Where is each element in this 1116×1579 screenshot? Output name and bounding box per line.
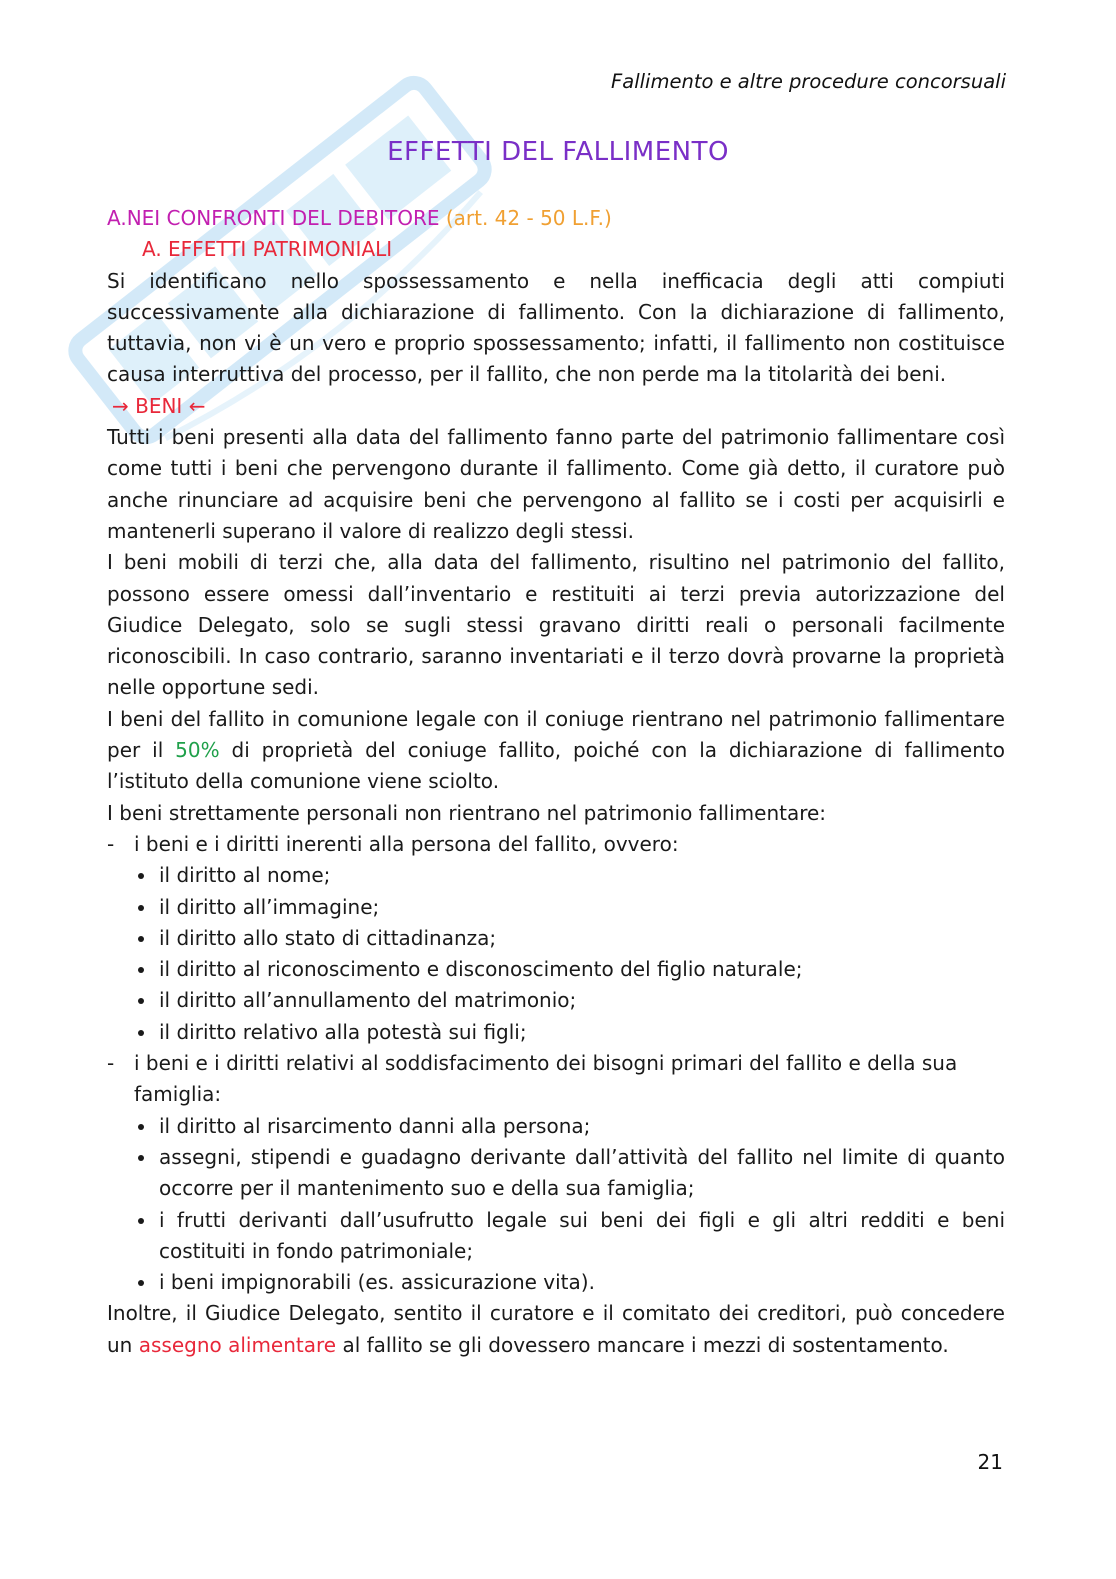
list-item: il diritto all’annullamento del matrimonio; [134,985,1005,1016]
subsection-heading: A. EFFETTI PATRIMONIALI [142,237,393,262]
comunione-text-b: di proprietà del coniuge fallito, poiché con la dichiarazione di fallimento l’istituto della comunione viene sciolto. [107,738,1005,794]
comunione-text-a: I beni del fallito in comunione legale con il coniuge rientrano nel patrimonio fallimentare per il [107,706,1005,763]
list-item: il diritto al risarcimento danni alla persona; [134,1111,1005,1142]
dash-item-bisogni [107,1048,1005,1298]
article-reference: (art. 42 - 50 L.F.) [445,206,612,230]
dash-list [107,829,1005,1298]
list-item: il diritto al nome; [134,860,1005,891]
list-item: i frutti derivanti dall’usufrutto legale sui beni dei figli e gli altri redditi e beni costituiti in fondo patrimoniale; [134,1205,1005,1268]
section-heading: A.NEI CONFRONTI DEL DEBITORE [107,206,440,230]
list-item: il diritto allo stato di cittadinanza; [134,923,1005,954]
list-item: i beni impignorabili (es. assicurazione vita). [134,1267,1005,1298]
conclusion-text-b: al fallito se gli dovessero mancare i mezzi di sostentamento. [336,1332,949,1357]
percentage-highlight: 50% [175,738,220,763]
bullet-list-persona [134,860,1005,1048]
beni-heading: → BENI ← [112,393,206,418]
dash-item-persona [107,829,1005,1048]
beni-paragraph-2: I beni mobili di terzi che, alla data del fallimento, risultino nel patrimonio del fallito, possono essere omessi dall’inventario e restituiti ai terzi previa autorizzazione del Giudice Delegato, solo se sugli stessi gravano diritti reali o personali facilmente riconoscibili. In caso contrario, saranno inventariati e il terzo dovrà provarne la proprietà nelle opportune sedi. [107,550,1005,700]
section-heading-line [107,203,1005,234]
list-item: assegni, stipendi e guadagno derivante dall’attività del fallito nel limite di quanto occorre per il mantenimento suo e della sua famiglia; [134,1142,1005,1205]
assegno-alimentare-highlight: assegno alimentare [138,1332,337,1357]
main-content [107,203,1005,1361]
list-item: il diritto all’immagine; [134,892,1005,923]
dash-item-text: i beni e i diritti relativi al soddisfacimento dei bisogni primari del fallito e della sua famiglia: [134,1051,958,1107]
dash-item-text: i beni e i diritti inerenti alla persona del fallito, ovvero: [134,831,679,856]
chapter-title: EFFETTI DEL FALLIMENTO [387,137,729,167]
beni-paragraph-1: Tutti i beni presenti alla data del fallimento fanno parte del patrimonio fallimentare così come tutti i beni che pervengono durante il fallimento. Come già detto, il curatore può anche rinunciare ad acquisire beni che pervengono al fallito se i costi per acquisirli e mantenerli superano il valore di realizzo degli stessi. [107,425,1005,543]
comunione-paragraph [107,704,1005,798]
page-number: 21 [977,1450,1003,1474]
personali-paragraph: I beni strettamente personali non rientrano nel patrimonio fallimentare: [107,800,827,825]
list-item: il diritto al riconoscimento e disconoscimento del figlio naturale; [134,954,1005,985]
intro-paragraph: Si identificano nello spossessamento e nella inefficacia degli atti compiuti successivamente alla dichiarazione di fallimento. Con la dichiarazione di fallimento, tuttavia, non vi è un vero e proprio spossessamento; infatti, il fallimento non costituisce causa interruttiva del processo, per il fallito, che non perde ma la titolarità dei beni. [107,268,1005,387]
conclusion-text-a: Inoltre, il Giudice Delegato, sentito il curatore e il comitato dei creditori, può concedere un [107,1301,1005,1357]
list-item: il diritto relativo alla potestà sui figli; [134,1017,1005,1048]
dash-marker: - [107,831,115,856]
conclusion-paragraph [107,1298,1005,1361]
dash-marker: - [107,1051,115,1076]
bullet-list-bisogni [134,1111,1005,1299]
running-header: Fallimento e altre procedure concorsuali [611,70,1006,93]
